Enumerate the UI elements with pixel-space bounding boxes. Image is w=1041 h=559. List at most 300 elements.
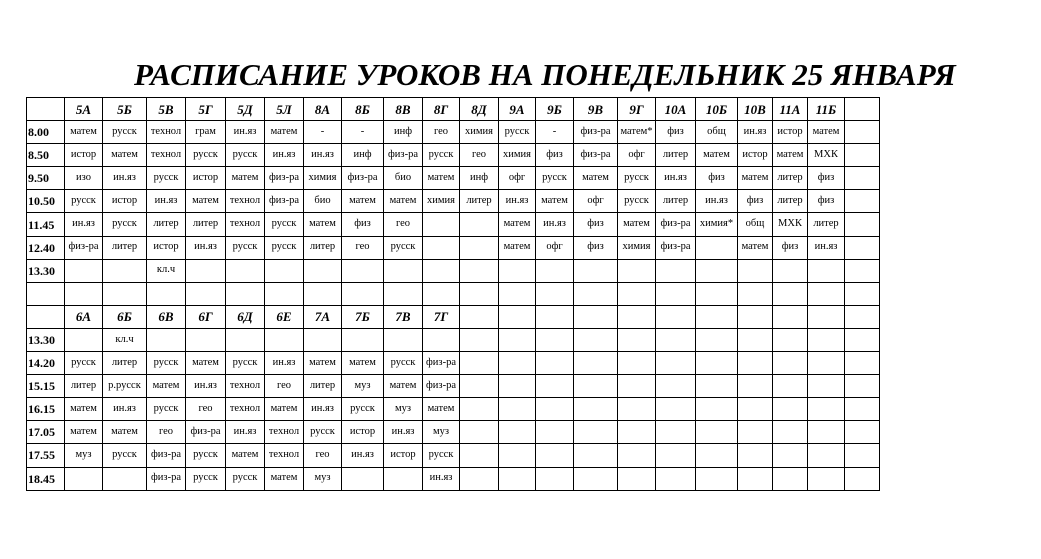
lesson-cell: литер (304, 236, 342, 259)
lesson-cell: литер (103, 236, 147, 259)
lesson-cell (423, 328, 460, 351)
lesson-cell (499, 375, 536, 398)
lesson-cell: русск (226, 144, 265, 167)
lesson-cell: матем (499, 236, 536, 259)
class-header: 7А (304, 305, 342, 328)
lesson-cell (65, 259, 103, 282)
lesson-cell: матем (696, 144, 738, 167)
empty-cell (845, 467, 880, 490)
empty-cell (845, 375, 880, 398)
empty-cell (845, 421, 880, 444)
empty-cell (845, 144, 880, 167)
class-header: 11Б (808, 98, 845, 121)
lesson-cell: кл.ч (147, 259, 186, 282)
lesson-cell: грам (186, 121, 226, 144)
lesson-cell: физ (696, 167, 738, 190)
class-header: 5Б (103, 98, 147, 121)
lesson-cell: истор (773, 121, 808, 144)
class-header (656, 305, 696, 328)
lesson-cell: русск (186, 467, 226, 490)
empty-cell (845, 236, 880, 259)
lesson-cell (460, 328, 499, 351)
class-header: 6Г (186, 305, 226, 328)
lesson-cell: ин.яз (265, 352, 304, 375)
lesson-cell (696, 282, 738, 305)
class-header: 9А (499, 98, 536, 121)
lesson-time: 9.50 (27, 167, 65, 190)
lesson-cell (499, 259, 536, 282)
class-header: 6Д (226, 305, 265, 328)
lesson-cell: истор (147, 236, 186, 259)
lesson-cell: общ (696, 121, 738, 144)
lesson-cell (773, 352, 808, 375)
lesson-cell (265, 328, 304, 351)
lesson-cell: литер (186, 213, 226, 236)
lesson-cell (574, 375, 618, 398)
lesson-cell (103, 259, 147, 282)
lesson-cell (499, 444, 536, 467)
lesson-cell (304, 282, 342, 305)
lesson-cell: матем (65, 121, 103, 144)
lesson-cell: муз (423, 421, 460, 444)
class-header: 6В (147, 305, 186, 328)
lesson-cell (423, 236, 460, 259)
lesson-cell (460, 398, 499, 421)
lesson-cell (536, 398, 574, 421)
lesson-cell: р.русск (103, 375, 147, 398)
lesson-cell: русск (536, 167, 574, 190)
lesson-cell: физ-ра (384, 144, 423, 167)
page-title: РАСПИСАНИЕ УРОКОВ НА ПОНЕДЕЛЬНИК 25 ЯНВАРЯ (134, 57, 956, 92)
lesson-time: 15.15 (27, 375, 65, 398)
lesson-cell (65, 282, 103, 305)
class-header: 9В (574, 98, 618, 121)
lesson-time: 17.05 (27, 421, 65, 444)
lesson-cell (696, 352, 738, 375)
lesson-cell: кл.ч (103, 328, 147, 351)
lesson-cell (186, 328, 226, 351)
lesson-cell (499, 352, 536, 375)
lesson-cell: гео (265, 375, 304, 398)
lesson-cell: матем* (618, 121, 656, 144)
lesson-cell: матем (226, 167, 265, 190)
lesson-cell: литер (808, 213, 845, 236)
lesson-cell (186, 259, 226, 282)
empty-cell (845, 98, 880, 121)
lesson-cell: литер (656, 144, 696, 167)
lesson-cell: матем (499, 213, 536, 236)
lesson-cell (656, 444, 696, 467)
table-row (27, 190, 880, 213)
lesson-cell (618, 467, 656, 490)
lesson-cell: ин.яз (186, 375, 226, 398)
lesson-cell (696, 398, 738, 421)
lesson-cell (384, 282, 423, 305)
lesson-cell (226, 259, 265, 282)
lesson-cell (808, 467, 845, 490)
lesson-cell (186, 282, 226, 305)
lesson-cell (423, 282, 460, 305)
lesson-cell (304, 259, 342, 282)
lesson-cell (808, 398, 845, 421)
lesson-cell (147, 282, 186, 305)
lesson-cell: био (384, 167, 423, 190)
class-header: 8А (304, 98, 342, 121)
table-row (27, 421, 880, 444)
lesson-cell: технол (147, 144, 186, 167)
header-row (27, 305, 880, 328)
lesson-cell: муз (342, 375, 384, 398)
lesson-cell: ин.яз (304, 398, 342, 421)
lesson-time: 18.45 (27, 467, 65, 490)
lesson-cell (423, 213, 460, 236)
lesson-time: 13.30 (27, 328, 65, 351)
table-row (27, 167, 880, 190)
class-header: 8Б (342, 98, 384, 121)
lesson-cell (618, 444, 656, 467)
class-header: 5Г (186, 98, 226, 121)
lesson-cell (574, 328, 618, 351)
lesson-cell (384, 467, 423, 490)
lesson-cell: химия (618, 236, 656, 259)
lesson-cell (384, 259, 423, 282)
lesson-cell: физ-ра (423, 352, 460, 375)
table-row (27, 144, 880, 167)
lesson-cell (808, 444, 845, 467)
lesson-time: 10.50 (27, 190, 65, 213)
lesson-cell: литер (304, 375, 342, 398)
lesson-cell (574, 352, 618, 375)
lesson-cell: технол (226, 190, 265, 213)
lesson-cell: русск (384, 352, 423, 375)
lesson-cell: матем (384, 190, 423, 213)
lesson-cell (618, 352, 656, 375)
lesson-cell (499, 467, 536, 490)
lesson-cell: технол (265, 444, 304, 467)
lesson-cell (536, 328, 574, 351)
lesson-cell (773, 421, 808, 444)
class-header (738, 305, 773, 328)
class-header (574, 305, 618, 328)
lesson-cell (618, 259, 656, 282)
lesson-cell: матем (186, 190, 226, 213)
lesson-cell (773, 375, 808, 398)
lesson-cell (574, 421, 618, 444)
lesson-cell: ин.яз (103, 398, 147, 421)
lesson-cell: ин.яз (65, 213, 103, 236)
lesson-cell: русск (384, 236, 423, 259)
table-row (27, 375, 880, 398)
lesson-cell: ин.яз (384, 421, 423, 444)
class-header: 7В (384, 305, 423, 328)
lesson-cell (656, 352, 696, 375)
lesson-cell: инф (460, 167, 499, 190)
lesson-cell: - (304, 121, 342, 144)
lesson-cell (460, 236, 499, 259)
lesson-cell: русск (186, 444, 226, 467)
class-header: 6Е (265, 305, 304, 328)
lesson-cell (265, 259, 304, 282)
empty-cell (845, 444, 880, 467)
lesson-cell: физ (342, 213, 384, 236)
lesson-cell: офг (618, 144, 656, 167)
lesson-cell: литер (773, 167, 808, 190)
lesson-cell (460, 352, 499, 375)
lesson-cell (773, 282, 808, 305)
lesson-cell (808, 282, 845, 305)
lesson-cell (265, 282, 304, 305)
lesson-cell (460, 259, 499, 282)
lesson-cell: ин.яз (536, 213, 574, 236)
lesson-cell: матем (304, 352, 342, 375)
lesson-cell: гео (460, 144, 499, 167)
lesson-cell: русск (103, 444, 147, 467)
lesson-cell (738, 328, 773, 351)
empty-cell (845, 352, 880, 375)
lesson-cell: матем (773, 144, 808, 167)
lesson-cell: матем (226, 444, 265, 467)
lesson-cell: инф (384, 121, 423, 144)
table-row (27, 259, 880, 282)
empty-cell (845, 398, 880, 421)
class-header: 5А (65, 98, 103, 121)
lesson-cell (574, 398, 618, 421)
lesson-cell (460, 467, 499, 490)
lesson-cell: русск (103, 213, 147, 236)
lesson-cell (656, 467, 696, 490)
lesson-cell (808, 352, 845, 375)
lesson-cell: матем (342, 352, 384, 375)
lesson-cell: гео (423, 121, 460, 144)
empty-cell (845, 167, 880, 190)
class-header: 10А (656, 98, 696, 121)
lesson-cell (618, 421, 656, 444)
class-header: 8Г (423, 98, 460, 121)
lesson-cell: химия (304, 167, 342, 190)
lesson-cell: литер (460, 190, 499, 213)
lesson-cell: матем (265, 398, 304, 421)
lesson-cell: ин.яз (342, 444, 384, 467)
lesson-cell: ин.яз (226, 421, 265, 444)
lesson-cell: технол (226, 213, 265, 236)
lesson-cell (773, 467, 808, 490)
lesson-cell: русск (423, 144, 460, 167)
lesson-cell: физ (656, 121, 696, 144)
lesson-cell: истор (738, 144, 773, 167)
lesson-cell: матем (103, 144, 147, 167)
lesson-cell: физ (808, 167, 845, 190)
lesson-cell: матем (65, 398, 103, 421)
lesson-cell: физ (738, 190, 773, 213)
lesson-cell: офг (574, 190, 618, 213)
lesson-cell: физ (574, 236, 618, 259)
lesson-cell (808, 375, 845, 398)
lesson-cell (499, 398, 536, 421)
lesson-cell (65, 467, 103, 490)
lesson-cell (738, 375, 773, 398)
lesson-cell: общ (738, 213, 773, 236)
lesson-time: 8.00 (27, 121, 65, 144)
lesson-cell: русск (147, 167, 186, 190)
lesson-cell (536, 467, 574, 490)
lesson-time: 13.30 (27, 259, 65, 282)
lesson-cell (773, 259, 808, 282)
lesson-cell (536, 444, 574, 467)
lesson-cell: физ-ра (265, 190, 304, 213)
class-header (696, 305, 738, 328)
lesson-cell: русск (65, 352, 103, 375)
lesson-cell: матем (265, 121, 304, 144)
lesson-cell: ин.яз (738, 121, 773, 144)
empty-cell (845, 328, 880, 351)
corner-cell (27, 305, 65, 328)
class-header: 7Г (423, 305, 460, 328)
lesson-cell: русск (499, 121, 536, 144)
lesson-cell: - (342, 121, 384, 144)
class-header: 5Д (226, 98, 265, 121)
lesson-cell: химия (499, 144, 536, 167)
lesson-time: 11.45 (27, 213, 65, 236)
class-header: 11А (773, 98, 808, 121)
lesson-cell: МХК (808, 144, 845, 167)
lesson-cell (536, 375, 574, 398)
lesson-cell: русск (65, 190, 103, 213)
lesson-cell: физ-ра (574, 144, 618, 167)
lesson-time (27, 282, 65, 305)
lesson-cell: матем (423, 167, 460, 190)
lesson-cell (618, 398, 656, 421)
class-header: 5В (147, 98, 186, 121)
lesson-cell: химия (460, 121, 499, 144)
lesson-cell: физ-ра (656, 236, 696, 259)
lesson-cell (460, 375, 499, 398)
class-header: 7Б (342, 305, 384, 328)
lesson-cell (618, 375, 656, 398)
lesson-cell: матем (618, 213, 656, 236)
lesson-cell (536, 421, 574, 444)
lesson-cell: русск (265, 213, 304, 236)
lesson-cell: русск (618, 167, 656, 190)
header-row (27, 98, 880, 121)
lesson-cell (536, 352, 574, 375)
lesson-cell: изо (65, 167, 103, 190)
lesson-cell (460, 421, 499, 444)
lesson-cell (696, 259, 738, 282)
lesson-cell: ин.яз (696, 190, 738, 213)
lesson-cell: матем (342, 190, 384, 213)
lesson-cell (618, 328, 656, 351)
lesson-cell: физ-ра (265, 167, 304, 190)
lesson-cell (574, 282, 618, 305)
lesson-cell (808, 421, 845, 444)
lesson-cell (574, 259, 618, 282)
class-header (808, 305, 845, 328)
lesson-cell: физ-ра (574, 121, 618, 144)
lesson-cell (460, 444, 499, 467)
table-row (27, 352, 880, 375)
lesson-cell (656, 398, 696, 421)
lesson-cell (696, 328, 738, 351)
class-header (499, 305, 536, 328)
lesson-cell: офг (536, 236, 574, 259)
lesson-cell: физ (574, 213, 618, 236)
lesson-time: 12.40 (27, 236, 65, 259)
lesson-cell: муз (304, 467, 342, 490)
lesson-cell (696, 467, 738, 490)
lesson-cell: матем (574, 167, 618, 190)
lesson-cell: литер (147, 213, 186, 236)
lesson-cell (738, 444, 773, 467)
lesson-cell: химия* (696, 213, 738, 236)
table-row (27, 213, 880, 236)
class-header (460, 305, 499, 328)
lesson-cell (384, 328, 423, 351)
lesson-cell: ин.яз (103, 167, 147, 190)
lesson-cell: русск (423, 444, 460, 467)
lesson-cell (773, 444, 808, 467)
lesson-cell (423, 259, 460, 282)
lesson-cell: ин.яз (423, 467, 460, 490)
lesson-cell: био (304, 190, 342, 213)
lesson-cell: МХК (773, 213, 808, 236)
empty-cell (845, 282, 880, 305)
lesson-cell (738, 421, 773, 444)
lesson-cell: гео (342, 236, 384, 259)
lesson-cell: истор (65, 144, 103, 167)
class-header: 8Д (460, 98, 499, 121)
lesson-cell: физ (808, 190, 845, 213)
lesson-cell: русск (147, 398, 186, 421)
class-header: 5Л (265, 98, 304, 121)
lesson-cell: ин.яз (656, 167, 696, 190)
lesson-cell: русск (618, 190, 656, 213)
lesson-cell: гео (304, 444, 342, 467)
lesson-cell: технол (226, 375, 265, 398)
corner-cell (27, 98, 65, 121)
lesson-time: 17.55 (27, 444, 65, 467)
lesson-cell: литер (656, 190, 696, 213)
lesson-cell (656, 328, 696, 351)
lesson-cell: ин.яз (265, 144, 304, 167)
lesson-cell: русск (304, 421, 342, 444)
class-header (536, 305, 574, 328)
lesson-cell: ин.яз (226, 121, 265, 144)
lesson-cell: истор (384, 444, 423, 467)
lesson-cell: матем (265, 467, 304, 490)
lesson-cell: ин.яз (147, 190, 186, 213)
lesson-cell: гео (147, 421, 186, 444)
lesson-cell: химия (423, 190, 460, 213)
lesson-cell (773, 328, 808, 351)
lesson-cell: технол (147, 121, 186, 144)
lesson-cell (618, 282, 656, 305)
lesson-cell: истор (186, 167, 226, 190)
lesson-cell: физ-ра (656, 213, 696, 236)
lesson-cell: муз (384, 398, 423, 421)
class-header: 9Г (618, 98, 656, 121)
lesson-cell (656, 259, 696, 282)
lesson-cell (738, 467, 773, 490)
lesson-cell: физ-ра (147, 444, 186, 467)
lesson-cell (656, 421, 696, 444)
lesson-cell: матем (808, 121, 845, 144)
lesson-cell (499, 328, 536, 351)
lesson-cell: физ-ра (423, 375, 460, 398)
lesson-cell (696, 421, 738, 444)
lesson-cell: матем (536, 190, 574, 213)
lesson-cell: физ-ра (147, 467, 186, 490)
lesson-cell (738, 352, 773, 375)
